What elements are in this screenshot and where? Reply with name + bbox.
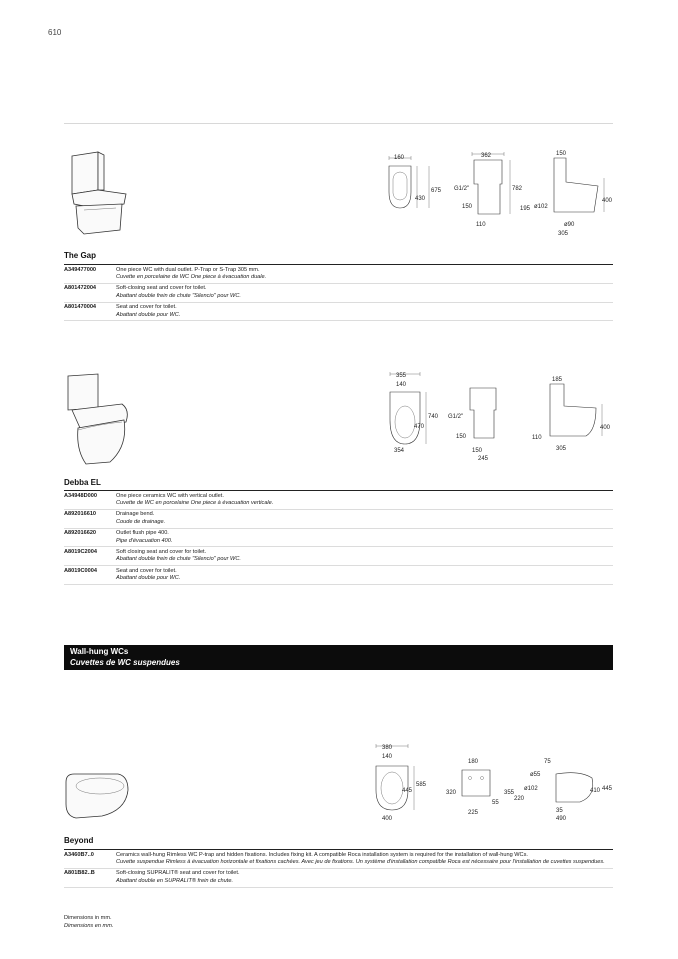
product-description: Drainage bend. Coude de drainage. — [116, 509, 613, 528]
footnote — [64, 914, 113, 930]
product-photo-debba-el — [62, 370, 134, 468]
dim-label: 305 — [556, 446, 567, 452]
table-row — [64, 491, 613, 510]
dim-label: 675 — [431, 188, 442, 194]
dim-label: ø102 — [534, 204, 548, 210]
dim-label: 225 — [468, 810, 479, 816]
product-photo-beyond — [62, 768, 132, 828]
table-row — [64, 283, 613, 302]
product-description: One piece WC with dual outlet. P-Trap or S-Trap 305 mm. Cuvette en porcelaine de WC One piece à évacuation duale. — [116, 265, 613, 284]
product-code: A3460B7..0 — [64, 850, 116, 869]
category-header-band — [64, 645, 613, 670]
footnote-en: Dimensions in mm. — [64, 915, 112, 921]
table-row — [64, 566, 613, 585]
dim-label: 150 — [472, 448, 483, 454]
dim-label: 445 — [602, 786, 613, 792]
dim-label: 140 — [396, 382, 407, 388]
product-title: The Gap — [64, 251, 97, 260]
dim-label: 245 — [478, 456, 489, 462]
product-description: Seat and cover for toilet. Abattant double pour WC. — [116, 302, 613, 321]
dim-label: 150 — [556, 151, 567, 157]
dim-label: 195 — [520, 206, 531, 212]
diagram-beyond-top — [368, 742, 438, 822]
dim-label: 740 — [428, 414, 439, 420]
dim-label: 354 — [394, 448, 405, 454]
product-description: Seat and cover for toilet. Abattant double pour WC. — [116, 566, 613, 585]
product-code: A8019C2004 — [64, 547, 116, 566]
product-code: A801470004 — [64, 302, 116, 321]
product-description: Soft-closing SUPRALIT® seat and cover for toilet. Abattant double en SUPRALIT® frein de chute. — [116, 868, 613, 887]
dim-label: 180 — [468, 759, 479, 765]
diagram-debba-el-side — [528, 374, 618, 454]
dim-label: 150 — [462, 204, 473, 210]
dim-label: 185 — [552, 377, 563, 383]
product-description: Soft closing seat and cover for toilet. Abattant double frein de chute "Silencio" pour WC. — [116, 547, 613, 566]
dim-label: 490 — [556, 816, 567, 822]
category-title: Wall-hung WCs — [70, 647, 129, 656]
diagram-the-gap-front — [452, 150, 522, 230]
dim-label: 445 — [402, 788, 413, 794]
dim-label: 782 — [512, 186, 523, 192]
dim-label: G1/2" — [448, 414, 464, 420]
diagram-debba-el-top — [382, 370, 452, 455]
dim-label: 430 — [415, 196, 426, 202]
dim-label: 75 — [544, 759, 551, 765]
dim-label: 585 — [416, 782, 427, 788]
table-row — [64, 850, 613, 869]
dim-label: 380 — [382, 745, 393, 751]
product-code: A34948D000 — [64, 491, 116, 510]
product-code: A349477000 — [64, 265, 116, 284]
dim-label: G1/2" — [454, 186, 470, 192]
dim-label: 160 — [394, 155, 405, 161]
product-code: A8019C0004 — [64, 566, 116, 585]
dim-label: 400 — [600, 425, 611, 431]
diagram-beyond-side — [500, 756, 618, 824]
dim-label: 110 — [532, 435, 542, 441]
product-photo-the-gap — [64, 148, 134, 243]
dim-label: 400 — [602, 198, 613, 204]
dim-label: 362 — [481, 153, 492, 159]
table-row — [64, 509, 613, 528]
dim-label: ø90 — [564, 222, 575, 228]
category-subtitle: Cuvettes de WC suspendues — [70, 658, 180, 667]
table-row — [64, 547, 613, 566]
table-row — [64, 265, 613, 284]
diagram-beyond-front — [444, 756, 504, 820]
dim-label: 110 — [476, 222, 486, 228]
diagram-the-gap-side — [520, 148, 618, 238]
dim-label: 400 — [382, 816, 393, 822]
dim-label: 140 — [382, 754, 393, 760]
dim-label: 305 — [558, 231, 569, 237]
table-row — [64, 302, 613, 321]
product-description: Outlet flush pipe 400. Pipe d'évacuation 400. — [116, 528, 613, 547]
product-code: A892016620 — [64, 528, 116, 547]
dim-label: 355 — [396, 373, 407, 379]
product-title: Debba EL — [64, 478, 101, 487]
dim-label: 410 — [590, 788, 601, 794]
spec-table-beyond — [64, 849, 613, 888]
dim-label: 355 — [504, 790, 515, 796]
product-title: Beyond — [64, 836, 94, 845]
table-row — [64, 528, 613, 547]
dim-label: ø102 — [524, 786, 538, 792]
dim-label: 320 — [446, 790, 457, 796]
dim-label: 35 — [556, 808, 563, 814]
product-description: One piece ceramics WC with vertical outlet. Cuvette de WC en porcelaine One piece à évacuation verticale. — [116, 491, 613, 510]
dim-label: 150 — [456, 434, 467, 440]
product-code: A801472004 — [64, 283, 116, 302]
diagram-the-gap-top — [385, 152, 445, 227]
spec-table-debba-el — [64, 490, 613, 585]
product-description: Soft-closing seat and cover for toilet. Abattant double frein de chute "Silencio" pour WC. — [116, 283, 613, 302]
spec-table-the-gap — [64, 264, 613, 321]
dim-label: 55 — [492, 800, 499, 806]
diagram-debba-el-front — [448, 382, 508, 462]
product-code: A801B82..B — [64, 868, 116, 887]
product-code: A892016610 — [64, 509, 116, 528]
page-number: 610 — [48, 28, 62, 37]
dim-label: 220 — [514, 796, 525, 802]
product-description: Ceramics wall-hung Rimless WC P-trap and hidden fixations. Includes fixing kit. A compatible Roca installation system is required for the installation of wall-hung WCs. Cuvette suspendue Rimless à évacuation horizontale et fixations cachées. Avec jeu de fixations. Un système d'installation compatible Roca est nécessaire pour l'installation de cuvettes suspendues. — [116, 850, 613, 869]
table-row — [64, 868, 613, 887]
dim-label: 470 — [414, 424, 425, 430]
dim-label: ø55 — [530, 772, 541, 778]
section-divider — [64, 123, 613, 124]
footnote-fr: Dimensions en mm. — [64, 923, 114, 929]
